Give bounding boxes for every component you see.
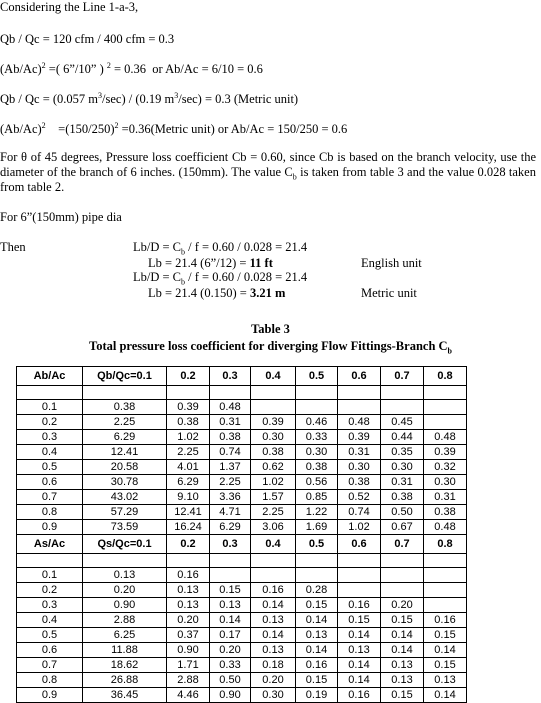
table-cell: 0.14 [296, 643, 338, 658]
table-cell: 0.20 [167, 613, 210, 628]
table-cell: 43.02 [83, 490, 167, 505]
table-cell: 0.14 [210, 613, 251, 628]
table-cell: 0.85 [296, 490, 338, 505]
table-cell: 0.3 [210, 367, 251, 386]
table-cell: 6.29 [210, 520, 251, 535]
table-cell: 0.9 [17, 688, 83, 703]
equation-area-ratio: $(Ab/Ac)^2$ =( 6”/10” ) $^2$ = 0.36 or Ab/Ac = 6/10 = 0.6 [0, 60, 263, 76]
table-cell: 0.7 [17, 490, 83, 505]
table-cell: 0.2 [17, 415, 83, 430]
table-cell: 0.13 [251, 613, 296, 628]
table-cell: 4.01 [167, 460, 210, 475]
table-cell: 0.14 [381, 628, 424, 643]
table-cell: 0.31 [424, 490, 467, 505]
table-cell: 0.38 [167, 415, 210, 430]
table-title: Table 3 [251, 322, 290, 336]
table-cell [338, 568, 381, 583]
table-cell: 0.4 [17, 613, 83, 628]
table-cell: 0.9 [17, 520, 83, 535]
table-row [17, 475, 467, 490]
table-cell: 36.45 [83, 688, 167, 703]
table-cell: 20.58 [83, 460, 167, 475]
table-cell [251, 568, 296, 583]
table-cell [424, 386, 467, 400]
table-spacer-row [17, 386, 467, 400]
table-cell: 0.19 [296, 688, 338, 703]
table-cell: 0.37 [167, 628, 210, 643]
table-cell: 1.57 [251, 490, 296, 505]
table-cell: 0.8 [17, 505, 83, 520]
table-row [17, 460, 467, 475]
table-cell: 12.41 [83, 445, 167, 460]
table-cell: 11.88 [83, 643, 167, 658]
table-cell [381, 554, 424, 568]
table-cell: Qs/Qc=0.1 [83, 535, 167, 554]
table-cell: 0.38 [251, 445, 296, 460]
table-row [17, 415, 467, 430]
table-cell: 0.39 [251, 415, 296, 430]
table-cell: 1.22 [296, 505, 338, 520]
table-cell: 0.16 [251, 583, 296, 598]
table-cell: 0.15 [338, 613, 381, 628]
table-cell: 0.30 [338, 460, 381, 475]
table-cell: 2.88 [167, 673, 210, 688]
table-cell: 0.74 [210, 445, 251, 460]
intro-text: Considering the Line 1-a-3, [0, 0, 139, 14]
equation-area-ratio-metric: $(Ab/Ac)^2$ $=(150/250)^2$ =0.36(Metric unit) or Ab/Ac = 150/250 = 0.6 [0, 120, 348, 136]
table-cell: 0.8 [424, 535, 467, 554]
table-cell: 12.41 [167, 505, 210, 520]
table-body [17, 367, 467, 703]
table-cell: 0.15 [210, 583, 251, 598]
table-cell: 0.39 [338, 430, 381, 445]
table-cell [424, 583, 467, 598]
table-cell: 0.7 [381, 367, 424, 386]
table-cell: 0.17 [210, 628, 251, 643]
table-cell: 0.14 [251, 598, 296, 613]
table-cell: As/Ac [17, 535, 83, 554]
table-cell: 0.50 [381, 505, 424, 520]
table-cell [381, 583, 424, 598]
table-cell: 4.71 [210, 505, 251, 520]
table-cell: 6.25 [83, 628, 167, 643]
table-cell: 2.25 [251, 505, 296, 520]
table-cell: 0.39 [167, 400, 210, 415]
table-cell: 0.13 [381, 673, 424, 688]
table-caption: Total pressure loss coefficient for diverging Flow Fittings-Branch $C_b$ [89, 339, 452, 356]
table-cell: 0.3 [210, 535, 251, 554]
pipe-diameter-label: For 6”(150mm) pipe dia [0, 210, 122, 224]
table-cell: 0.38 [210, 430, 251, 445]
table-cell: 0.30 [424, 475, 467, 490]
table-row [17, 490, 467, 505]
table-cell: 18.62 [83, 658, 167, 673]
table-cell: 0.14 [381, 643, 424, 658]
table-cell: 0.18 [251, 658, 296, 673]
table-cell [251, 400, 296, 415]
table-cell: 0.32 [424, 460, 467, 475]
table-row [17, 658, 467, 673]
table-cell: 2.88 [83, 613, 167, 628]
table-cell: 0.15 [424, 628, 467, 643]
table-cell: 0.2 [17, 583, 83, 598]
table-cell: 0.31 [210, 415, 251, 430]
table-cell [210, 568, 251, 583]
table-cell: 0.74 [338, 505, 381, 520]
table-cell [338, 583, 381, 598]
table-header-row [17, 535, 467, 554]
table-row [17, 673, 467, 688]
table-cell: 0.30 [381, 460, 424, 475]
explanation-paragraph: For θ of 45 degrees, Pressure loss coefficient Cb = 0.60, since Cb is based on the branch velocity, use the diameter of the branch of 6 inches. (150mm). The value $C_b$ is taken from table 3 and the value 0.028 taken from table 2. [0, 150, 536, 194]
table-cell: 0.56 [296, 475, 338, 490]
table-cell: 0.28 [296, 583, 338, 598]
table-cell: 0.13 [338, 643, 381, 658]
table-cell: 0.5 [296, 367, 338, 386]
table-cell: 0.20 [210, 643, 251, 658]
table-cell: 30.78 [83, 475, 167, 490]
table-cell: 16.24 [167, 520, 210, 535]
table-cell: 0.5 [17, 460, 83, 475]
table-cell: 26.88 [83, 673, 167, 688]
table-cell: 0.45 [381, 415, 424, 430]
table-cell: 0.6 [17, 643, 83, 658]
table-cell: 0.15 [381, 688, 424, 703]
table-spacer-row [17, 554, 467, 568]
table-cell: 0.30 [296, 445, 338, 460]
table-cell: 0.13 [251, 643, 296, 658]
table-row [17, 583, 467, 598]
table-cell: 0.6 [338, 367, 381, 386]
table-cell: 0.48 [424, 520, 467, 535]
table-cell: 0.33 [210, 658, 251, 673]
table-cell: 0.16 [167, 568, 210, 583]
metric-unit-label: Metric unit [361, 286, 417, 300]
table-cell [424, 554, 467, 568]
table-cell: 0.31 [338, 445, 381, 460]
table-row [17, 445, 467, 460]
table-cell: 0.90 [167, 643, 210, 658]
loss-coefficient-table [16, 366, 467, 703]
table-cell: 0.35 [381, 445, 424, 460]
table-cell: 0.7 [381, 535, 424, 554]
table-cell: 0.15 [381, 613, 424, 628]
table-cell: 0.3 [17, 430, 83, 445]
table-cell: Ab/Ac [17, 367, 83, 386]
table-cell: 2.25 [167, 445, 210, 460]
table-cell: 0.5 [17, 628, 83, 643]
table-row [17, 505, 467, 520]
calc-line-1: $Lb/D = C_b / f = 0.60 / 0.028 = 21.4$ [133, 240, 308, 257]
table-cell: 0.33 [296, 430, 338, 445]
table-cell [210, 386, 251, 400]
table-cell: 0.8 [424, 367, 467, 386]
table-cell: 3.36 [210, 490, 251, 505]
table-cell: 0.52 [338, 490, 381, 505]
equation-flow-ratio-metric: Qb / Qc = (0.057 $m^3/\sec) / (0.19$ $m^3/\sec) = 0.3$ (Metric unit) [0, 90, 299, 106]
table-cell [381, 568, 424, 583]
table-cell: 0.38 [424, 505, 467, 520]
table-cell: 0.13 [167, 583, 210, 598]
table-row [17, 598, 467, 613]
table-cell: 0.4 [251, 535, 296, 554]
then-label: Then [0, 240, 26, 254]
table-cell [83, 554, 167, 568]
table-cell: 1.71 [167, 658, 210, 673]
table-cell: 0.14 [338, 658, 381, 673]
table-cell: 6.29 [83, 430, 167, 445]
table-row [17, 613, 467, 628]
table-cell: 0.14 [424, 688, 467, 703]
table-row [17, 628, 467, 643]
table-cell: 4.46 [167, 688, 210, 703]
table-cell [17, 386, 83, 400]
table-cell: 0.14 [424, 643, 467, 658]
table-cell: 0.90 [83, 598, 167, 613]
table-cell: 73.59 [83, 520, 167, 535]
table-cell: 0.16 [296, 658, 338, 673]
table-cell [83, 386, 167, 400]
table-cell [338, 400, 381, 415]
table-cell: 0.2 [167, 535, 210, 554]
table-cell [296, 554, 338, 568]
table-cell: 57.29 [83, 505, 167, 520]
table-cell: 0.38 [83, 400, 167, 415]
table-cell: 0.14 [338, 628, 381, 643]
table-cell: 9.10 [167, 490, 210, 505]
table-cell: 0.48 [210, 400, 251, 415]
table-cell: 0.14 [251, 628, 296, 643]
table-cell [17, 554, 83, 568]
table-cell: 0.15 [296, 598, 338, 613]
table-cell: 0.20 [381, 598, 424, 613]
table-header-row [17, 367, 467, 386]
table-cell: 0.4 [251, 367, 296, 386]
table-cell: 0.13 [83, 568, 167, 583]
table-cell [424, 415, 467, 430]
table-cell: 0.4 [17, 445, 83, 460]
table-cell: 0.48 [424, 430, 467, 445]
table-cell: 0.6 [17, 475, 83, 490]
table-cell: 0.16 [338, 688, 381, 703]
table-cell [424, 400, 467, 415]
table-cell: 0.2 [167, 367, 210, 386]
table-cell: 2.25 [210, 475, 251, 490]
table-cell: 0.3 [17, 598, 83, 613]
table-cell [210, 554, 251, 568]
table-row [17, 688, 467, 703]
table-row [17, 430, 467, 445]
table-cell: 0.67 [381, 520, 424, 535]
table-cell: 0.46 [296, 415, 338, 430]
table-cell [338, 554, 381, 568]
table-cell: 2.25 [83, 415, 167, 430]
table-cell [251, 386, 296, 400]
table-row [17, 400, 467, 415]
table-cell [381, 386, 424, 400]
table-cell: 0.5 [296, 535, 338, 554]
table-cell: 0.38 [381, 490, 424, 505]
table-cell: 0.15 [296, 673, 338, 688]
table-cell: 0.13 [167, 598, 210, 613]
table-cell [296, 386, 338, 400]
table-row [17, 643, 467, 658]
calc-line-2: Lb = 21.4 (6”/12) = 11 ft [148, 256, 273, 270]
table-cell: 0.13 [424, 673, 467, 688]
table-cell: 1.02 [167, 430, 210, 445]
equation-flow-ratio: Qb / Qc = 120 cfm / 400 cfm = 0.3 [0, 32, 175, 46]
table-cell [338, 386, 381, 400]
table-cell: 0.1 [17, 568, 83, 583]
table-cell: 0.30 [251, 430, 296, 445]
table-cell [296, 568, 338, 583]
table-cell: 0.20 [251, 673, 296, 688]
table-cell: 1.69 [296, 520, 338, 535]
table-cell: 0.48 [338, 415, 381, 430]
table-cell: 0.39 [424, 445, 467, 460]
table-cell: 0.13 [296, 628, 338, 643]
table-cell: 1.37 [210, 460, 251, 475]
table-cell: 0.20 [83, 583, 167, 598]
table-cell: 0.13 [381, 658, 424, 673]
table-cell: 0.8 [17, 673, 83, 688]
table-cell: 0.16 [338, 598, 381, 613]
table-cell: 6.29 [167, 475, 210, 490]
table-cell: 0.38 [296, 460, 338, 475]
table-cell [167, 386, 210, 400]
table-cell: 0.6 [338, 535, 381, 554]
table-cell: 0.30 [251, 688, 296, 703]
table-cell: 0.14 [296, 613, 338, 628]
table-cell: 0.62 [251, 460, 296, 475]
table-row [17, 520, 467, 535]
table-cell [296, 400, 338, 415]
table-cell: 0.13 [210, 598, 251, 613]
table-cell: 0.90 [210, 688, 251, 703]
calc-line-4: Lb = 21.4 (0.150) = 3.21 m [148, 286, 286, 300]
table-cell: 0.38 [338, 475, 381, 490]
table-cell: 1.02 [338, 520, 381, 535]
table-cell: 0.7 [17, 658, 83, 673]
table-cell: 0.15 [424, 658, 467, 673]
table-cell: 0.1 [17, 400, 83, 415]
table-cell: 0.50 [210, 673, 251, 688]
table-cell: 3.06 [251, 520, 296, 535]
table-cell: 1.02 [251, 475, 296, 490]
table-cell [424, 598, 467, 613]
table-cell: 0.44 [381, 430, 424, 445]
table-cell: 0.31 [381, 475, 424, 490]
table-cell [424, 568, 467, 583]
table-cell: 0.16 [424, 613, 467, 628]
table-cell [167, 554, 210, 568]
table-row [17, 568, 467, 583]
table-cell: Qb/Qc=0.1 [83, 367, 167, 386]
table-cell [381, 400, 424, 415]
english-unit-label: English unit [361, 256, 422, 270]
table-cell [251, 554, 296, 568]
calc-line-3: $Lb/D = C_b / f = 0.60 / 0.028 = 21.4$ [133, 270, 308, 287]
table-cell: 0.14 [338, 673, 381, 688]
